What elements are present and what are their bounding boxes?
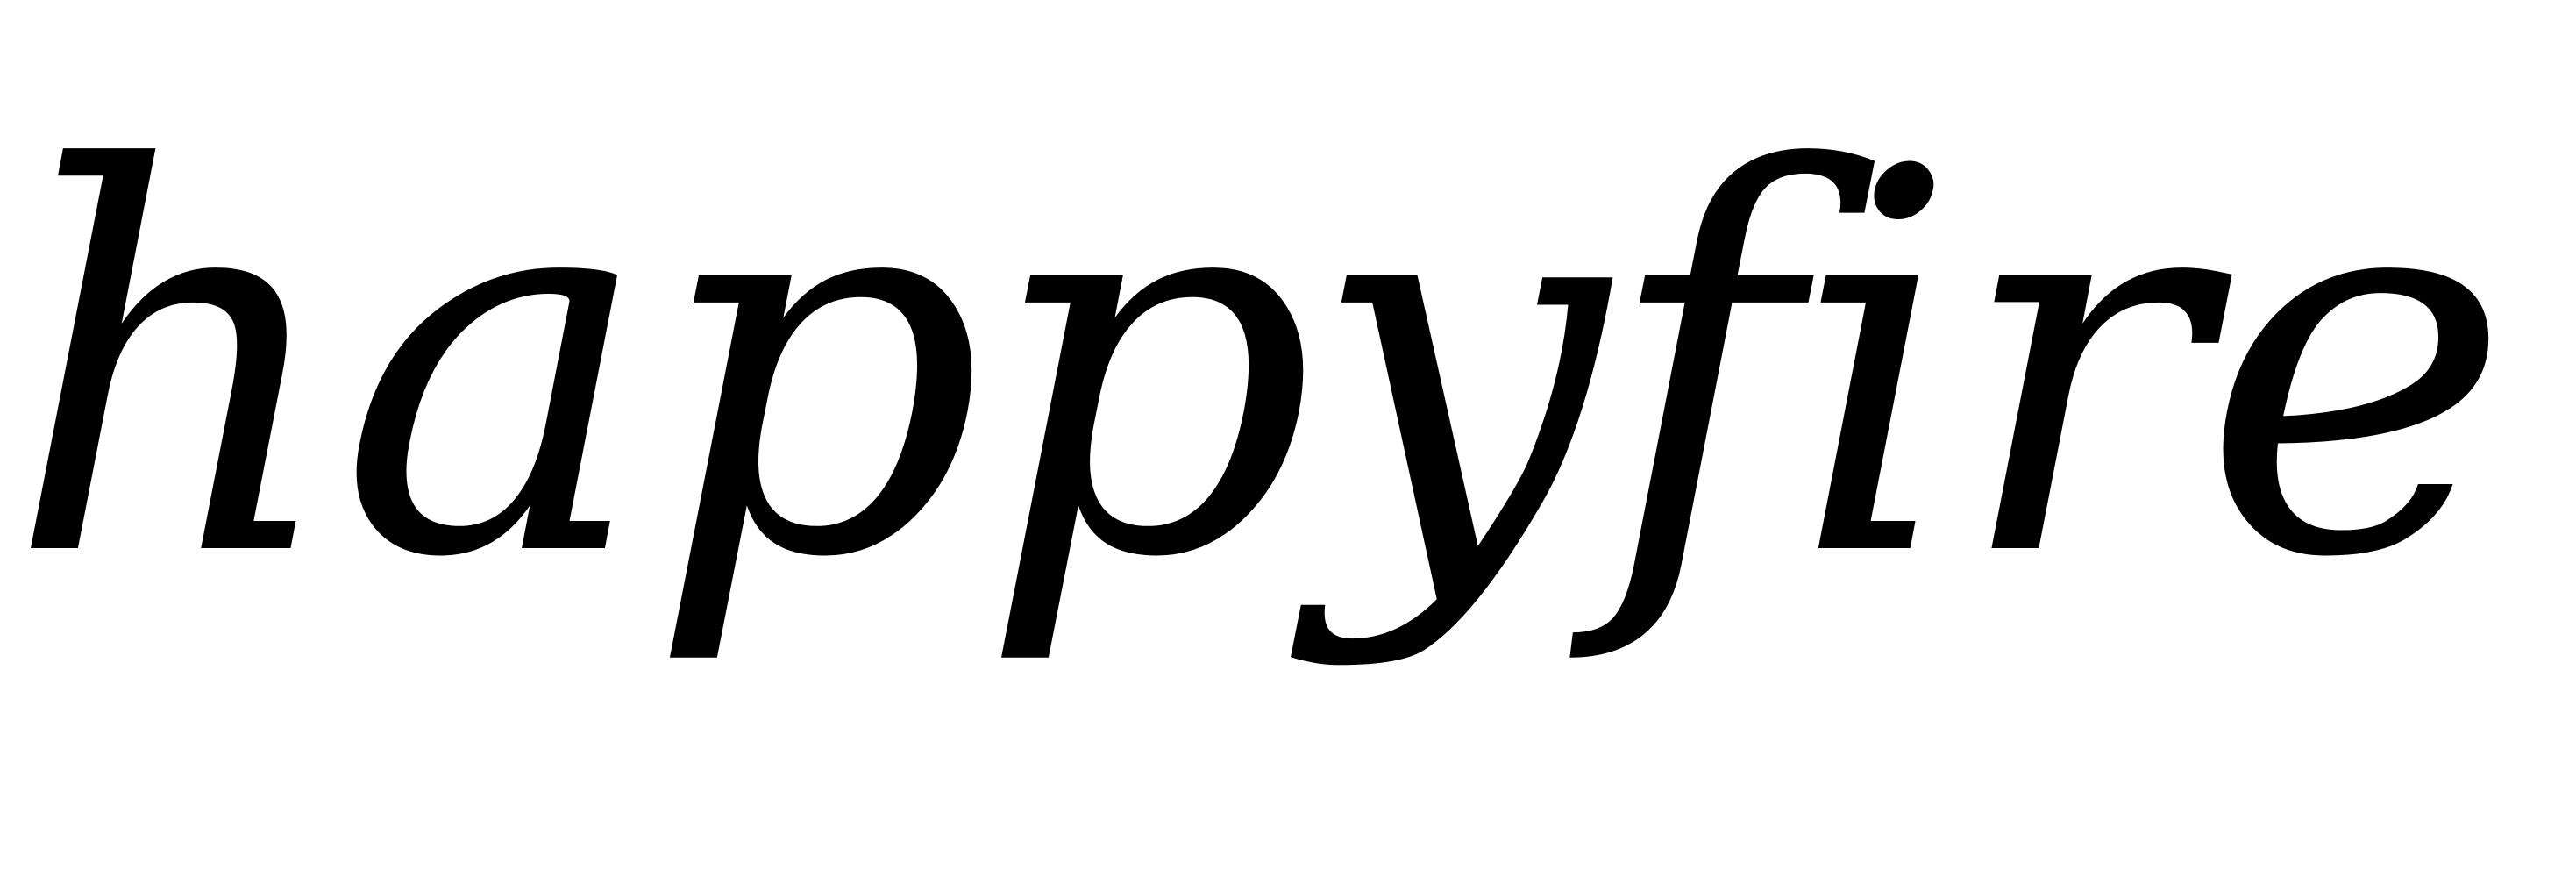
wordmark-text: happyfire: [5, 60, 2508, 673]
